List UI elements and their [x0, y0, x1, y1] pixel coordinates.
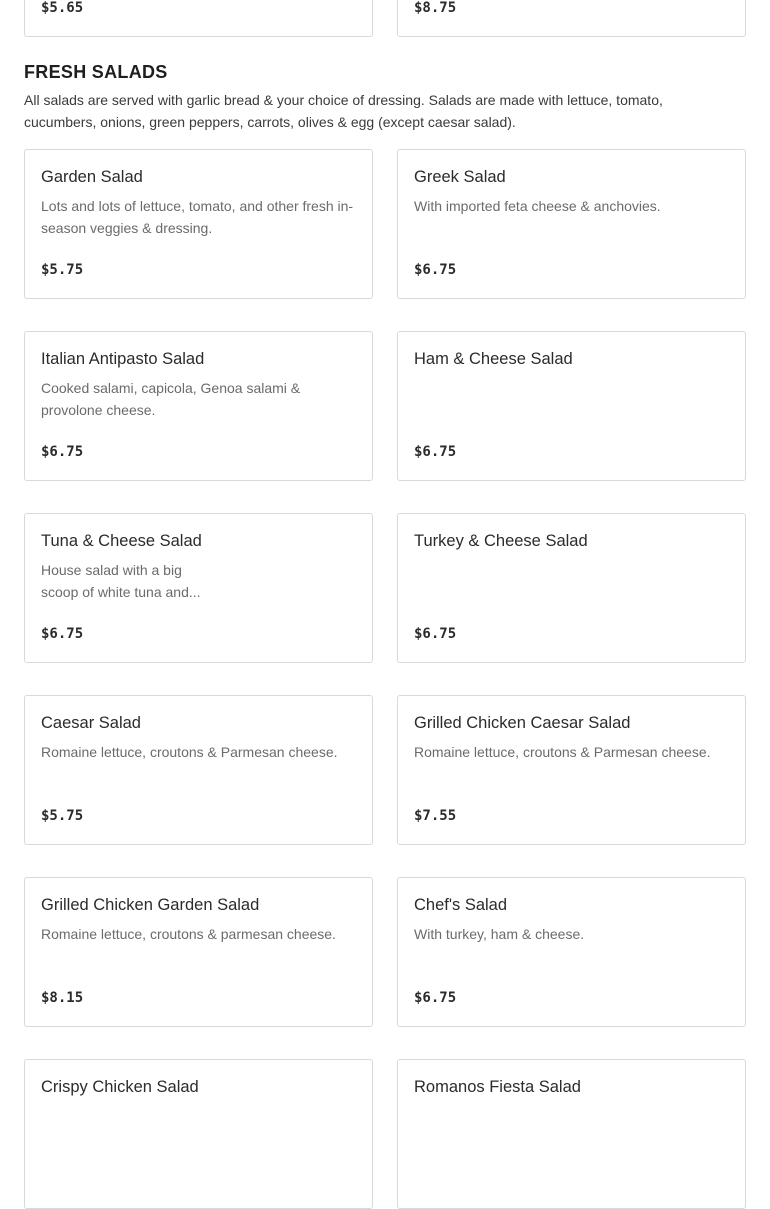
item-description: Romaine lettuce, croutons & Parmesan cheese.: [41, 744, 338, 760]
item-name: Italian Antipasto Salad: [41, 350, 205, 368]
item-name: Romanos Fiesta Salad: [414, 1078, 581, 1096]
item-price: $5.75: [41, 808, 84, 824]
menu-item-card[interactable]: [397, 877, 746, 1027]
menu-item-card[interactable]: [24, 0, 373, 37]
item-description: Romaine lettuce, croutons & parmesan cheese.: [41, 926, 336, 942]
item-price: $6.75: [414, 262, 457, 278]
item-name: Turkey & Cheese Salad: [414, 532, 588, 550]
section-title: FRESH SALADS: [24, 62, 168, 82]
item-price: $6.75: [414, 626, 457, 642]
menu-item-card[interactable]: [397, 331, 746, 481]
item-name: Chef's Salad: [414, 896, 508, 914]
item-price: $6.75: [414, 444, 457, 460]
menu-item-card[interactable]: [397, 513, 746, 663]
menu-item-card[interactable]: [24, 331, 373, 481]
item-description: House salad with a big scoop of white tuna and...: [41, 562, 201, 600]
item-price: $6.75: [41, 444, 84, 460]
menu-item-card[interactable]: [24, 513, 373, 663]
menu-item-card[interactable]: [24, 695, 373, 845]
item-price: $5.65: [41, 0, 84, 16]
item-price: $8.15: [41, 990, 84, 1006]
menu-item-card[interactable]: [24, 1059, 373, 1209]
item-price: $6.75: [41, 626, 84, 642]
section-description: All salads are served with garlic bread & your choice of dressing. Salads are made with lettuce, tomato, cucumbers, onions, green peppers, carrots, olives & egg (except caesar salad).: [24, 92, 663, 130]
menu-item-card[interactable]: [24, 149, 373, 299]
item-name: Garden Salad: [41, 168, 143, 186]
item-description: Romaine lettuce, croutons & Parmesan cheese.: [414, 744, 711, 760]
item-price: $8.75: [414, 0, 457, 16]
item-name: Grilled Chicken Caesar Salad: [414, 714, 631, 732]
item-name: Greek Salad: [414, 168, 506, 186]
item-description: With imported feta cheese & anchovies.: [414, 198, 661, 214]
menu-item-card[interactable]: [24, 877, 373, 1027]
item-name: Ham & Cheese Salad: [414, 350, 573, 368]
item-description: With turkey, ham & cheese.: [414, 926, 585, 942]
menu-item-card[interactable]: [397, 695, 746, 845]
item-price: $7.55: [414, 808, 457, 824]
menu-item-card[interactable]: [397, 149, 746, 299]
menu-item-card[interactable]: [397, 1059, 746, 1209]
item-description: Lots and lots of lettuce, tomato, and other fresh in-season veggies & dressing.: [41, 198, 354, 236]
item-description: Cooked salami, capicola, Genoa salami & provolone cheese.: [41, 380, 301, 418]
item-name: Caesar Salad: [41, 714, 141, 732]
item-name: Grilled Chicken Garden Salad: [41, 896, 260, 914]
item-price: $5.75: [41, 262, 84, 278]
menu-item-card[interactable]: [397, 0, 746, 37]
item-name: Tuna & Cheese Salad: [41, 532, 202, 550]
item-price: $6.75: [414, 990, 457, 1006]
item-name: Crispy Chicken Salad: [41, 1078, 199, 1096]
